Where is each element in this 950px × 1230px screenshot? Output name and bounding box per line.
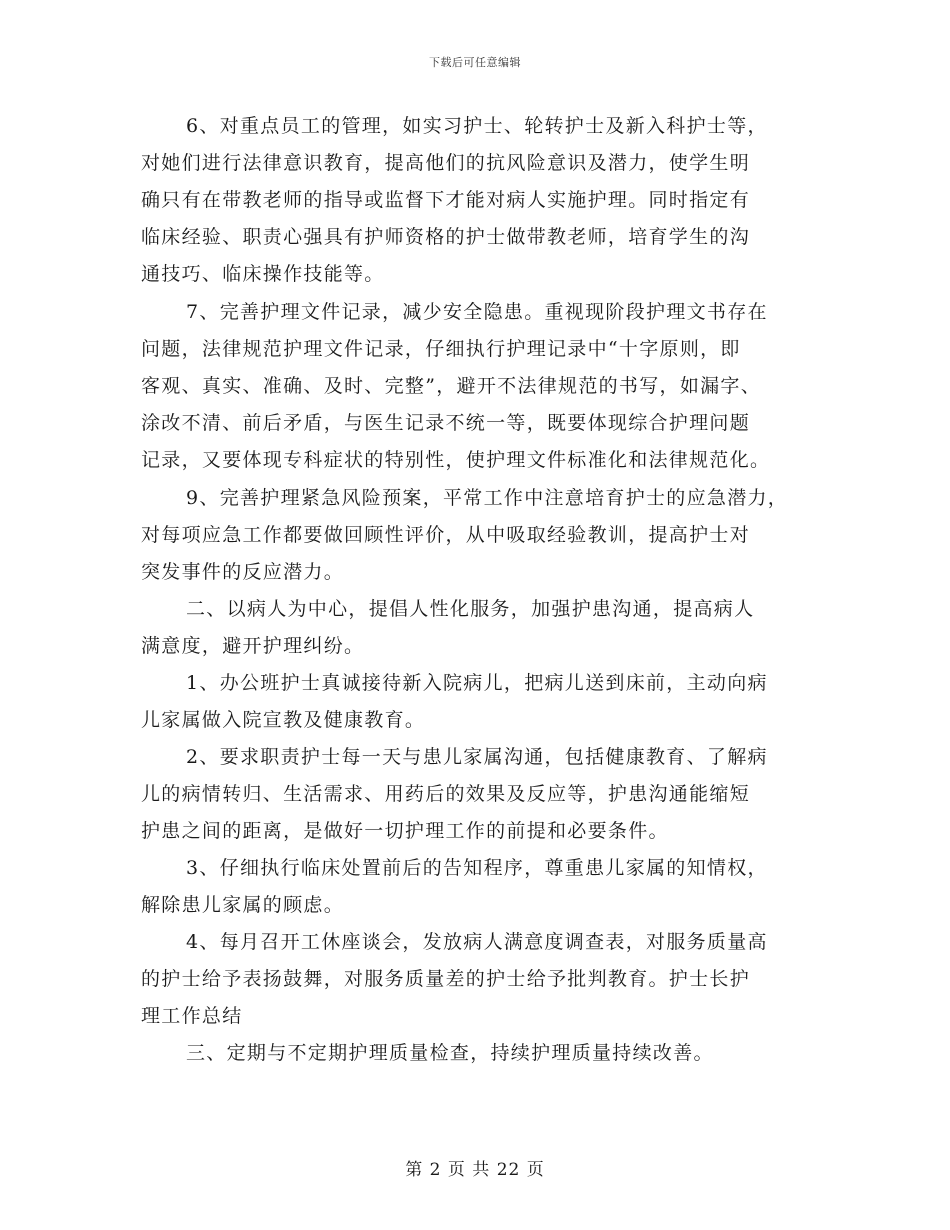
item-4-line-1: 4、每月召开工休座谈会，发放病人满意度调查表，对服务质量高 (186, 931, 768, 953)
page-header-note: 下载后可任意编辑 (429, 56, 521, 69)
item-3-line-1: 3、仔细执行临床处置前后的告知程序，尊重患儿家属的知情权， (186, 857, 768, 879)
paragraph-6-line-2: 对她们进行法律意识教育，提高他们的抗风险意识及潜力，使学生明 (141, 152, 751, 174)
item-3-line-2: 解除患儿家属的顾虑。 (141, 894, 345, 916)
item-2-line-3: 护患之间的距离，是做好一切护理工作的前提和必要条件。 (141, 820, 669, 842)
paragraph-6-line-1: 6、对重点员工的管理，如实习护士、轮转护士及新入科护士等， (186, 115, 768, 137)
paragraph-6-line-3: 确只有在带教老师的指导或监督下才能对病人实施护理。同时指定有 (141, 189, 751, 211)
item-2-line-2: 儿的病情转归、生活需求、用药后的效果及反应等，护患沟通能缩短 (141, 783, 751, 805)
item-1-line-2: 儿家属做入院宣教及健康教育。 (141, 709, 426, 731)
paragraph-7-line-4: 涂改不清、前后矛盾，与医生记录不统一等，既要体现综合护理问题 (141, 412, 751, 434)
paragraph-7-line-1: 7、完善护理文件记录，减少安全隐患。重视现阶段护理文书存在 (186, 301, 768, 323)
item-1-line-1: 1、办公班护士真诚接待新入院病儿，把病儿送到床前，主动向病 (186, 672, 768, 694)
paragraph-7-line-5: 记录，又要体现专科症状的特别性，使护理文件标准化和法律规范化。 (141, 449, 771, 471)
item-2-line-1: 2、要求职责护士每一天与患儿家属沟通，包括健康教育、了解病 (186, 746, 768, 768)
section-2-heading-line-1: 二、以病人为中心，提倡人性化服务，加强护患沟通，提高病人 (186, 598, 755, 620)
paragraph-6-line-5: 通技巧、临床操作技能等。 (141, 263, 385, 285)
paragraph-9-line-3: 突发事件的反应潜力。 (141, 561, 345, 583)
paragraph-6-line-4: 临床经验、职责心强具有护师资格的护士做带教老师，培育学生的沟 (141, 226, 751, 248)
item-4-line-3: 理工作总结 (141, 1005, 243, 1027)
page-number: 第 2 页 共 22 页 (405, 1160, 545, 1180)
paragraph-7-line-3: 客观、真实、准确、及时、完整”，避开不法律规范的书写，如漏字、 (141, 375, 762, 397)
section-2-heading-line-2: 满意度，避开护理纠纷。 (141, 635, 365, 657)
section-3-heading: 三、定期与不定期护理质量检查，持续护理质量持续改善。 (186, 1042, 714, 1064)
paragraph-9-line-1: 9、完善护理紧急风险预案，平常工作中注意培育护士的应急潜力， (186, 487, 789, 509)
item-4-line-2: 的护士给予表扬鼓舞，对服务质量差的护士给予批判教育。护士长护 (141, 968, 751, 990)
paragraph-9-line-2: 对每项应急工作都要做回顾性评价，从中吸取经验教训，提高护士对 (141, 524, 751, 546)
paragraph-7-line-2: 问题，法律规范护理文件记录，仔细执行护理记录中“十字原则，即 (141, 338, 741, 360)
